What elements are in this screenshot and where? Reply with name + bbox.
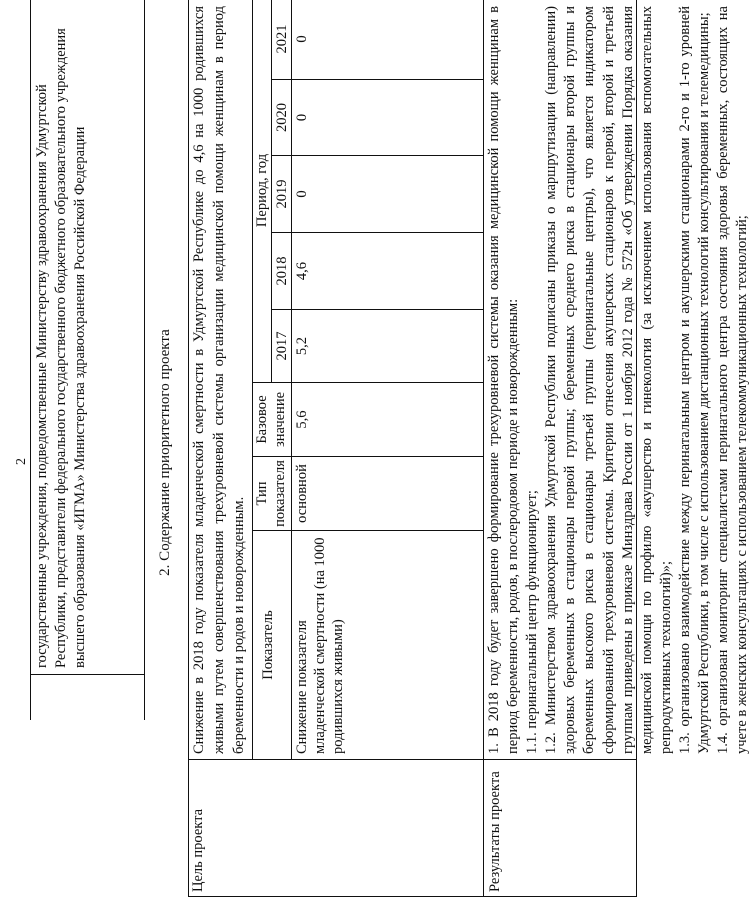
results-paragraph: 1.3. организовано взаимодействие между перинатальным центром и акушерскими стационарами 2-го и 1-го уровней Удмуртской Республики, в том числе с использованием дистанционных технологий консультирования и телемедицины;	[676, 6, 713, 754]
year-header: 2018	[274, 256, 290, 286]
indicator-value: 5,2	[294, 336, 310, 356]
header-base: Базовое значение	[254, 391, 288, 448]
participants-empty-cell	[31, 674, 144, 720]
indicator-name: Снижение показателя младенческой смертности (на 1000 родившихся живыми)	[294, 537, 346, 754]
year-header: 2017	[274, 331, 290, 361]
participants-table-continuation	[30, 0, 145, 720]
section-heading: 2. Содержание приоритетного проекта	[157, 329, 173, 576]
goal-label: Цель проекта	[190, 808, 206, 892]
results-paragraph: 1.1. перинатальный центр функционирует;	[524, 490, 541, 754]
year-header: 2019	[274, 179, 290, 209]
year-header: 2021	[274, 24, 290, 54]
indicator-value: 0	[294, 190, 310, 198]
header-indicator: Показатель	[260, 610, 276, 680]
header-period: Период, год	[254, 153, 270, 228]
header-type: Тип показателя	[254, 460, 288, 527]
goal-text: Снижение в 2018 году показателя младенческой смертности в Удмуртской Республике до 4,6 на 1000 родившихся живыми путем совершенствования трехуровневой системы организации медицинской помощи женщинам в период беременности и родов и новорожденным.	[191, 6, 247, 754]
indicator-value: 4,6	[294, 261, 310, 281]
results-paragraph: 1.2. Министерством здравоохранения Удмуртской Республики подписаны приказы о маршрутизации (направлении) здоровых беременных в стационары первой группы; беременных среднего риска в стационары второй группы и беременных высокого риска в стационары третьей группы (перинатальные центры), что является индикатором сформированной трехуровневой системы. Критерии отнесения акушерских стационаров к первой, второй и третьей группам приведены в приказе Минздрава России от 1 ноября 2012 года № 572н «Об утверждении Порядка оказания медицинской помощи по профилю «акушерство и гинекология (за исключением использования вспомогательных репродуктивных технологий)»;	[543, 6, 674, 754]
results-paragraph: 1. В 2018 году будет завершено формирование трехуровневой системы оказания медицинской помощи женщинам в период беременности, родов, в послеродовом периоде и новорожденным:	[486, 6, 522, 754]
results-text	[485, 6, 751, 754]
results-label: Результаты проекта	[487, 771, 503, 892]
page-number: 2	[14, 458, 29, 465]
indicator-type: основной	[294, 464, 310, 523]
indicator-value: 0	[294, 113, 310, 122]
project-content-table	[188, 0, 751, 897]
participants-text: государственные учреждения, подведомственные Министерству здравоохранения Удмуртской Республики, представители федерального государственного бюджетного образовательного учреждения высшего образования «ИГМА» Министерства здравоохранения Российской Федерации	[34, 28, 88, 668]
results-paragraph: 1.4. организован мониторинг специалистами перинатального центра состояния здоровья беременных, состоящих на учете в женских консультациях с использованием телекоммуникационных технологий;	[715, 6, 751, 754]
indicator-value: 0	[294, 35, 310, 43]
year-header: 2020	[274, 103, 290, 132]
indicator-base: 5,6	[294, 410, 310, 429]
